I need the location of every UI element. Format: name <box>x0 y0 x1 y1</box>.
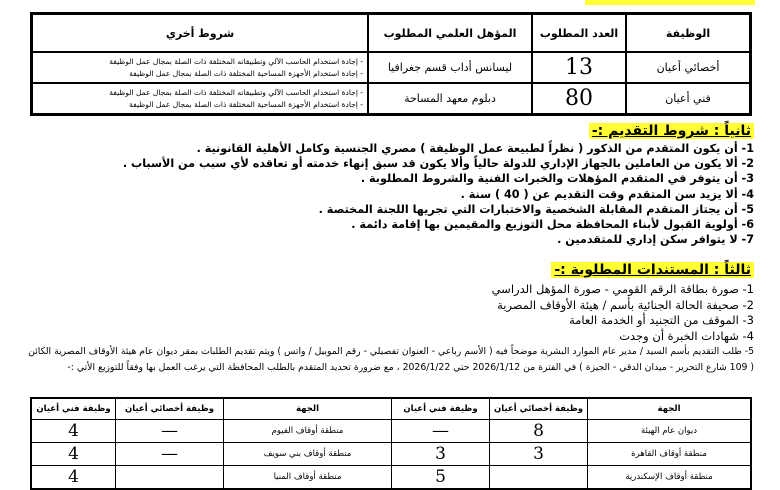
distribution-table <box>30 397 752 490</box>
list-item: 2- صحيفة الحالة الجنائية بأسم / هيئة الأوقاف المصرية <box>497 297 754 312</box>
header-count: العدد المطلوب <box>532 14 626 53</box>
entity-cell: منطقة أوقاف بني سويف <box>224 443 392 466</box>
conditions-cell <box>32 83 369 115</box>
count-cell: — <box>116 420 224 443</box>
list-item: 6- أولوية القبول لأبناء المحافظة محل التوزيع والمقيمين بها إقامة دائمة . <box>351 218 754 232</box>
condition-line: - إجادة استخدام الحاسب الآلي وتطبيقاته المختلفة ذات الصلة بمجال عمل الوظيفة <box>109 56 363 66</box>
list-item: 4- ألا يزيد سن المتقدم وقت التقديم عن ( 40 ) سنة . <box>460 187 754 201</box>
header-technician: وظيفة فني أعيان <box>31 398 116 420</box>
job-cell: فني أعيان <box>626 83 751 115</box>
header-qualification: المؤهل العلمي المطلوب <box>368 14 532 53</box>
conditions-cell <box>32 52 369 83</box>
header-specialist: وظيفة أخصائي أعيان <box>116 398 224 420</box>
count-cell: 3 <box>392 443 490 466</box>
count-cell: 4 <box>31 420 116 443</box>
table-header-row <box>31 398 751 420</box>
condition-line: - إجادة استخدام الأجهزة المساحية المختلفة ذات الصلة بمجال عمل الوظيفة <box>129 99 363 109</box>
table-row <box>31 443 751 466</box>
section3-list <box>24 282 754 375</box>
table-row <box>32 83 751 115</box>
condition-line: - إجادة استخدام الحاسب الآلي وتطبيقاته المختلفة ذات الصلة بمجال عمل الوظيفة <box>109 87 363 97</box>
entity-cell: منطقة أوقاف المنيا <box>224 466 392 490</box>
list-item: 5- أن يجتاز المتقدم المقابلة الشخصية والاختبارات التي تجريها اللجنة المختصة . <box>318 202 754 216</box>
count-cell: 4 <box>31 466 116 490</box>
list-item: 2- ألا يكون من العاملين بالجهاز الإداري للدولة حالياً وألا يكون قد سبق إنهاء خدمته أو تعاقده لأي سبب من الأسباب . <box>122 157 754 171</box>
section3-heading-wrap <box>551 259 754 278</box>
list-item: 5- طلب التقديم بأسم السيد / مدير عام الموارد البشرية موضحاً فيه ( الأسم رباعي - العنوان تفصيلي - رقم الموبيل / واتس ) ويتم تقديم الطلبات بمقر ديوان عام هيئة الأوقاف المصرية الكائن ( 109 شارع التحرير - ميدان الدقي - الجيزة ) في الفترة من 2026/1/12 حتي 2026/1/22 ، مع ضرورة تحديد المتقدم بالطلب المحافظة التي يرغب العمل بها وفقاً للتوزيع الأتي :- <box>28 346 754 373</box>
count-cell: 5 <box>392 466 490 490</box>
entity-cell: منطقة أوقاف الفيوم <box>224 420 392 443</box>
entity-cell: منطقة أوقاف الإسكندرية <box>588 466 752 490</box>
section2-heading-wrap <box>589 120 754 139</box>
count-cell: 8 <box>490 420 588 443</box>
section2-list <box>123 141 754 247</box>
list-item: 7- لا يتوافر سكن إداري للمتقدمين . <box>557 233 754 247</box>
list-item: 1- أن يكون المتقدم من الذكور ( نظراً لطبيعة عمل الوظيفة ) مصري الجنسية وكامل الأهلية القانونية . <box>196 142 754 155</box>
header-job: الوظيفة <box>626 14 751 53</box>
list-item: 1- صورة بطاقة الرقم القومي - صورة المؤهل الدراسي <box>491 282 754 296</box>
list-item: 4- شهادات الخبرة أن وجدت <box>619 328 754 343</box>
count-cell: — <box>116 443 224 466</box>
entity-cell: منطقة أوقاف القاهرة <box>588 443 752 466</box>
header-specialist: وظيفة أخصائي أعيان <box>490 398 588 420</box>
count-cell <box>490 466 588 490</box>
count-cell <box>116 466 224 490</box>
qualification-cell: ليسانس أداب قسم جغرافيا <box>368 52 532 83</box>
jobs-table <box>30 12 752 116</box>
count-cell: 80 <box>532 83 626 115</box>
section1-heading-highlight <box>585 0 755 5</box>
table-header-row <box>32 14 751 53</box>
header-technician: وظيفة فني أعيان <box>392 398 490 420</box>
list-item: 3- الموقف من التجنيد أو الخدمة العامة <box>569 313 754 327</box>
condition-line: - إجادة استخدام الأجهزة المساحية المختلفة ذات الصلة بمجال عمل الوظيفة <box>129 68 363 78</box>
table-row <box>32 52 751 83</box>
count-cell: 4 <box>31 443 116 466</box>
table-row <box>31 420 751 443</box>
header-entity: الجهة <box>588 398 752 420</box>
entity-cell: ديوان عام الهيئة <box>588 420 752 443</box>
header-conditions: شروط أخري <box>32 14 369 53</box>
list-item: 3- أن يتوفر في المتقدم المؤهلات والخبرات الفنية والشروط المطلوبة . <box>360 172 754 186</box>
count-cell: 13 <box>532 52 626 83</box>
count-cell: — <box>392 420 490 443</box>
header-entity: الجهة <box>224 398 392 420</box>
job-cell: أخصائي أعيان <box>626 52 751 83</box>
qualification-cell: دبلوم معهد المساحة <box>368 83 532 115</box>
count-cell: 3 <box>490 443 588 466</box>
section3-heading: ثالثاً : المستندات المطلوبة :- <box>551 262 754 278</box>
section2-heading: ثانياً : شروط التقديم :- <box>589 123 754 139</box>
table-row <box>31 466 751 490</box>
